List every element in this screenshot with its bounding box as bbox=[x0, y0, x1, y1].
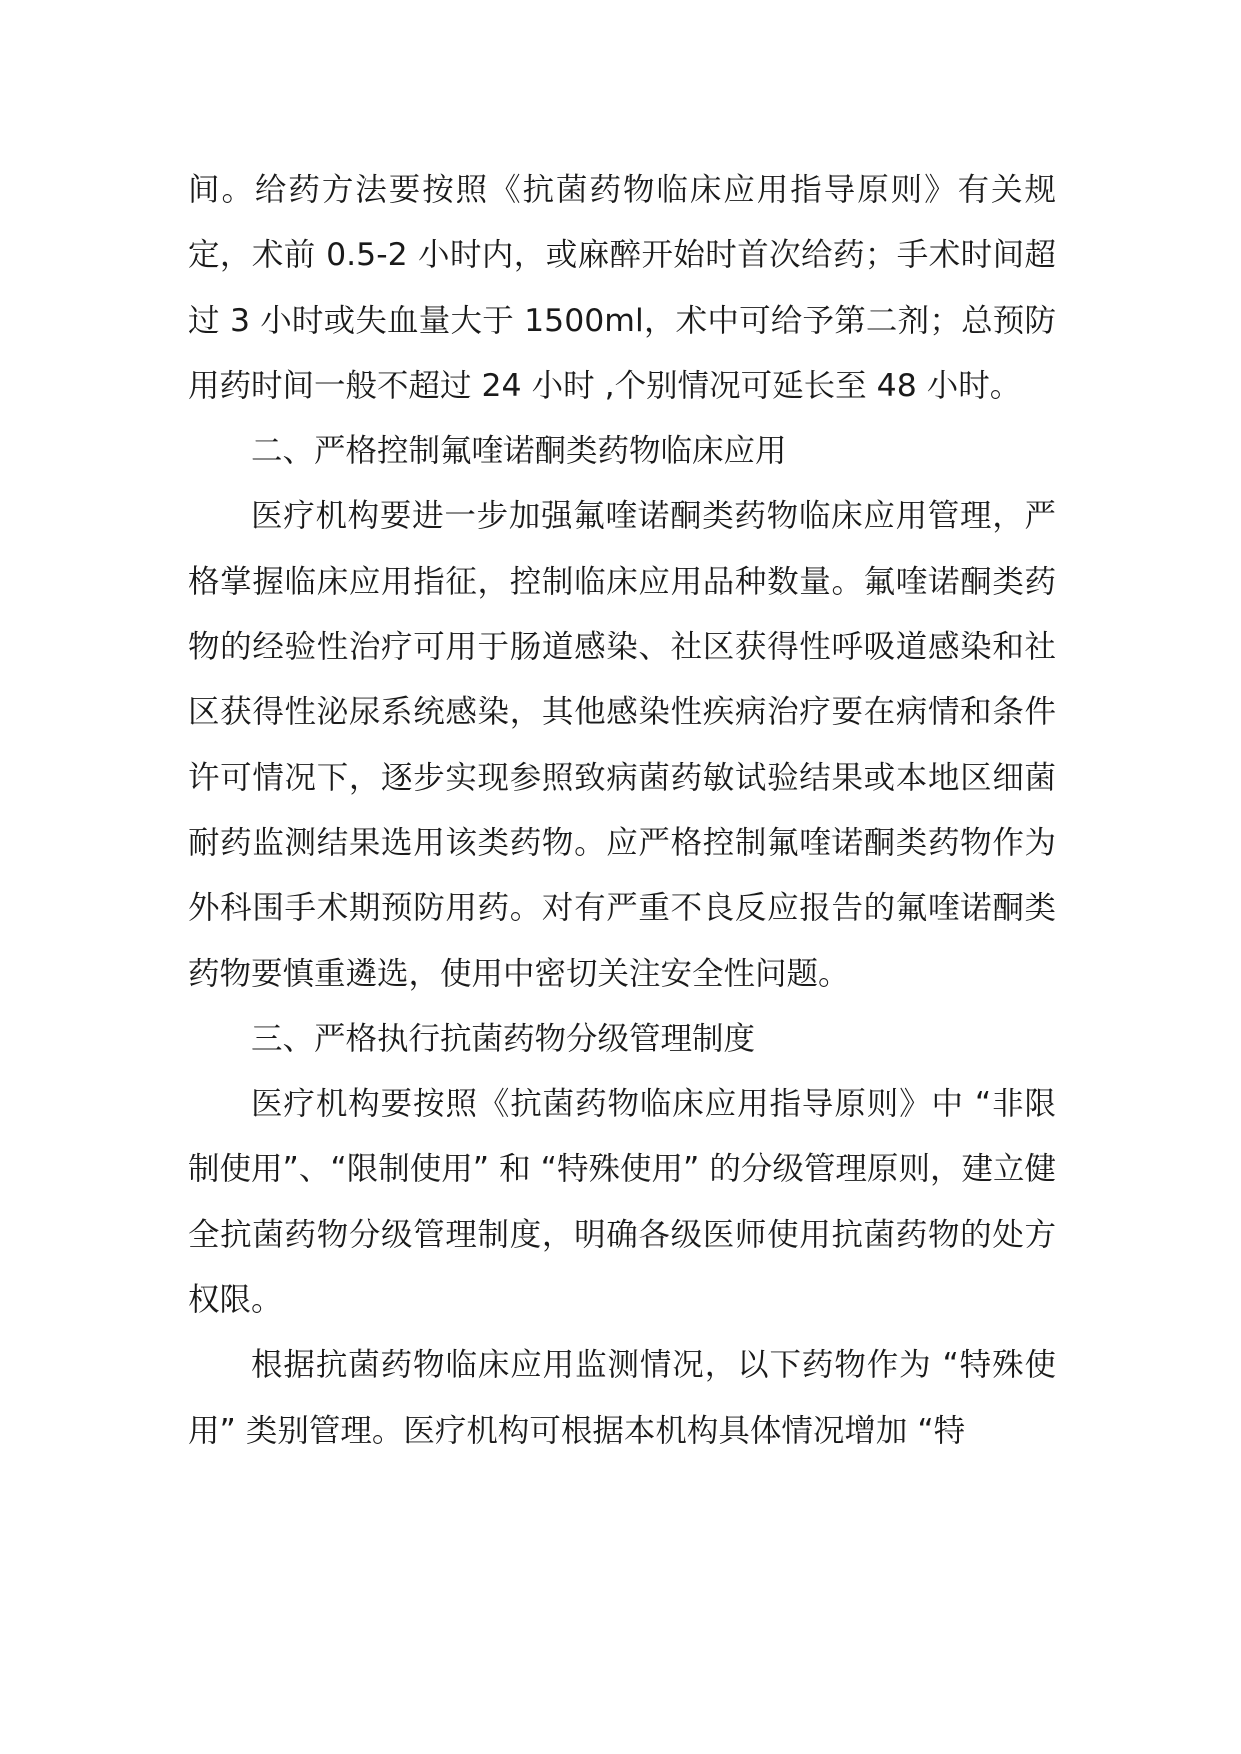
paragraph-fluoroquinolone: 医疗机构要进一步加强氟喹诺酮类药物临床应用管理，严格掌握临床应用指征，控制临床应用品种数量。氟喹诺酮类药物的经验性治疗可用于肠道感染、社区获得性呼吸道感染和社区获得性泌尿系统感染，其他感染性疾病治疗要在病情和条件许可情况下，逐步实现参照致病菌药敏试验结果或本地区细菌耐药监测结果选用该类药物。应严格控制氟喹诺酮类药物作为外科围手术期预防用药。对有严重不良反应报告的氟喹诺酮类药物要慎重遴选，使用中密切关注安全性问题。 bbox=[188, 498, 1056, 992]
document-body bbox=[188, 158, 1056, 1464]
section-heading-2: 二、严格控制氟喹诺酮类药物临床应用 bbox=[251, 433, 787, 470]
paragraph-classification: 医疗机构要按照《抗菌药物临床应用指导原则》中 “非限制使用”、“限制使用” 和 “特殊使用” 的分级管理原则，建立健全抗菌药物分级管理制度，明确各级医师使用抗菌药物的处方权限。 bbox=[188, 1086, 1056, 1319]
paragraph-special-use: 根据抗菌药物临床应用监测情况，以下药物作为 “特殊使用” 类别管理。医疗机构可根据本机构具体情况增加 “特 bbox=[188, 1347, 1056, 1449]
paragraph-continuation: 间。给药方法要按照《抗菌药物临床应用指导原则》有关规定，术前 0.5-2 小时内，或麻醉开始时首次给药；手术时间超过 3 小时或失血量大于 1500ml，术中可给予第二剂；总预防用药时间一般不超过 24 小时 ,个别情况可延长至 48 小时。 bbox=[188, 172, 1056, 404]
section-heading-3: 三、严格执行抗菌药物分级管理制度 bbox=[251, 1020, 756, 1057]
